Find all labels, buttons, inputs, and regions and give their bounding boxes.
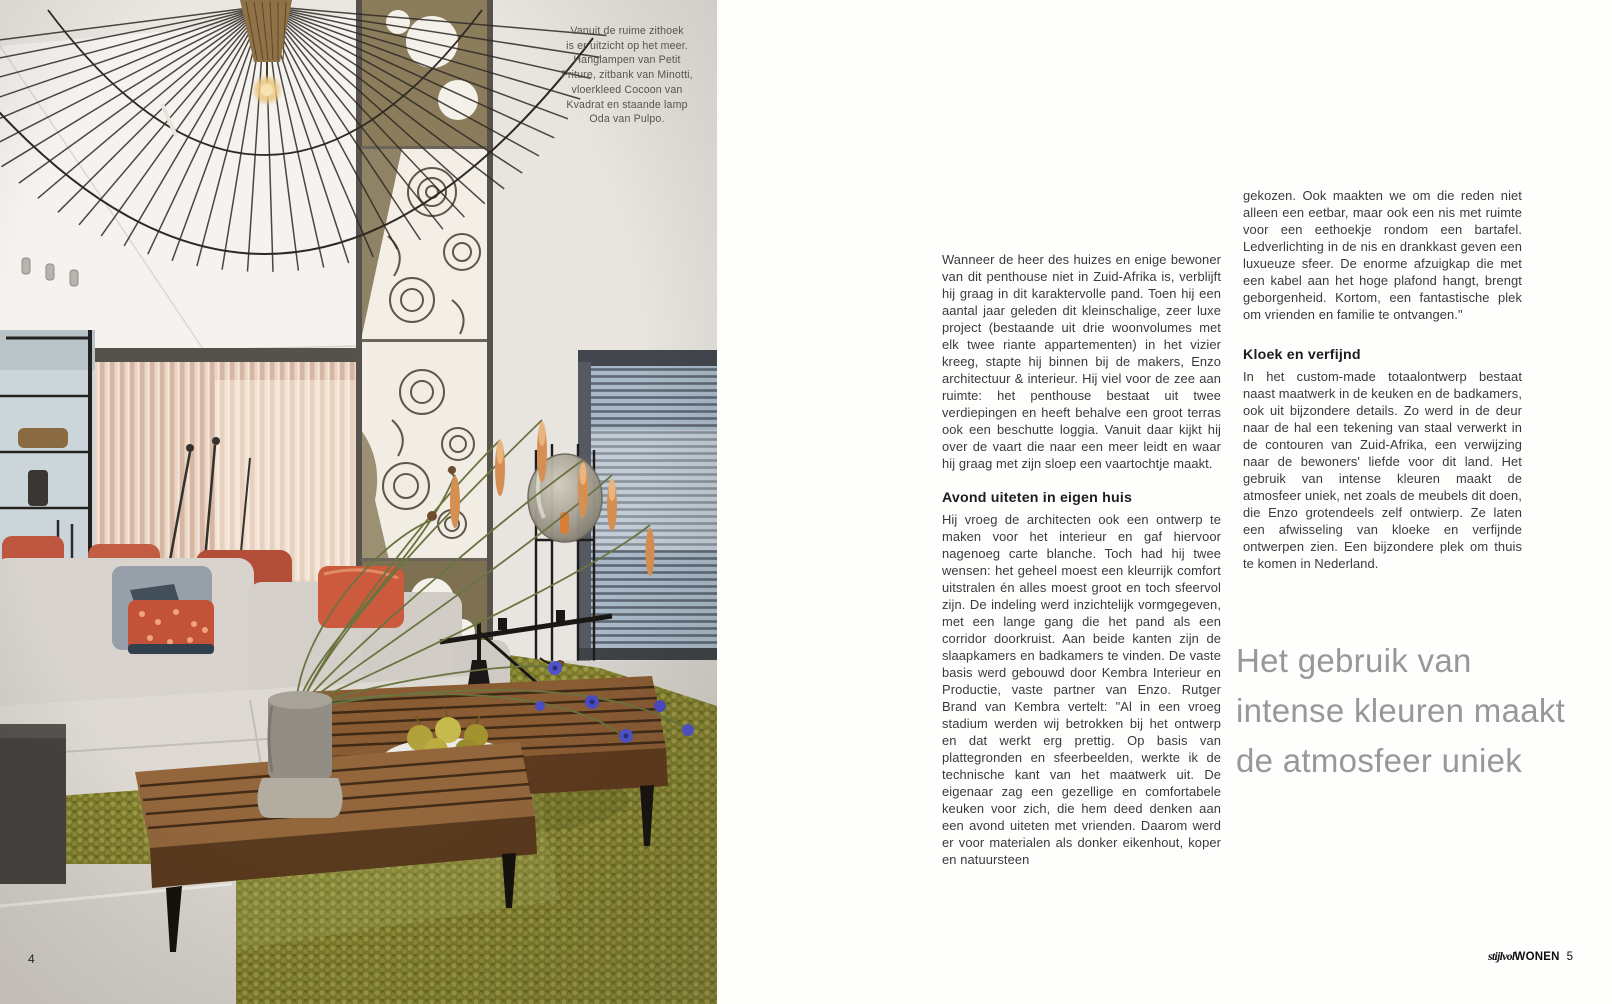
right-page: [717, 0, 1612, 1004]
section-heading-avond-uiteten: Avond uiteten in eigen huis: [942, 490, 1133, 506]
living-room-photo: [0, 0, 717, 1004]
section-paragraph: Hij vroeg de architecten ook een ontwerp te maken voor het interieur en gaf hiervoor nagenoeg carte blanche. Toch had hij twee wensen: het geheel moest een kleurrijk comfort uitstralen én alles moest groot en toch sfeervol zijn. De indeling werd inzichtelijk vormgegeven, met een lange gang die het pand als een corridor doorkruist. Aan beide kanten zijn de slaapkamers en badkamers te vinden. De vaste basis werd gebouwd door Kembra Interieur en Productie, vaste partner van Enzo. Rutger Brand van Kembra vertelt: "Al in een vroeg stadium werden wij betrokken bij het ontwerp en dat werkt erg prettig. Op basis van plattegronden en sfeerbeelden, werkte ik de technische kant van het maatwerk uit. De eigenaar zag een gezellige en comfortabele keuken voor zich, die hem deed denken aan een avond uiteten met vrienden. Daarom werd er voor materialen als donker eikenhout, koper en natuursteen: [942, 512, 1221, 867]
intro-paragraph: Wanneer de heer des huizes en enige bewoner van dit penthouse niet in Zuid-Afrika is, verblijft hij graag in dit karaktervolle pand. Toen hij een aantal jaar geleden dit kleinschalige, zeer luxe project (bestaande uit drie woonvolumes met elk twee riante appartementen) in het vizier kreeg, stapte hij binnen bij de makers, Enzo architectuur & interieur. Hij viel voor de zee aan ruimte: het penthouse bestaat uit twee verdiepingen en heeft behalve een groot terras ook een beschutte loggia. Vanuit daar kijkt hij over de vaart die naar een meer leidt en waar hij graag met zijn sloep een vaartochtje maakt.: [942, 252, 1221, 471]
article-column-2: [1243, 187, 1522, 572]
magazine-logo-script: stijlvol: [1488, 951, 1515, 963]
magazine-logo-caps: WONEN: [1514, 951, 1560, 963]
article-column-1: [942, 251, 1221, 868]
magazine-footer: [1488, 951, 1573, 963]
left-page: [0, 0, 717, 1004]
section-heading-kloek-en-verfijnd: Kloek en verfijnd: [1243, 347, 1361, 363]
photo-vignette: [0, 0, 717, 1004]
caption-line: vloerkleed Cocoon van: [571, 83, 683, 96]
caption-line: Hanglampen van Petit: [573, 54, 681, 67]
pull-quote-line: Het gebruik van: [1236, 642, 1472, 679]
caption-line: Oda van Pulpo.: [589, 113, 665, 126]
caption-line: is er uitzicht op het meer.: [566, 39, 688, 52]
caption-line: Kvadrat en staande lamp: [566, 98, 688, 111]
photo-caption: [545, 24, 709, 127]
pull-quote: [1236, 636, 1606, 786]
right-page-number: 5: [1566, 951, 1574, 963]
pull-quote-line: de atmosfeer uniek: [1236, 742, 1523, 779]
section-paragraph: In het custom-made totaalontwerp bestaat naast maatwerk in de keuken en de badkamers, ook uit bijzondere details. Zo werd in de deur naar de hal een tekening van staal verwerkt in de contouren van Zuid-Afrika, een verwijzing naar de bewoners' liefde voor dit land. Het gebruik van intense kleuren maakt de atmosfeer uniek, net zoals de meubels dit doen, die Enzo grotendeels zelf ontwierp. Ze laten een afwisseling van kloeke en verfijnde ontwerpen zien. Een bijzondere plek om thuis te komen in Nederland.: [1243, 369, 1522, 571]
pull-quote-line: intense kleuren maakt: [1236, 692, 1566, 729]
caption-line: Vanuit de ruime zithoek: [570, 25, 684, 37]
left-page-number: 4: [28, 952, 35, 966]
caption-line: Friture, zitbank van Minotti,: [561, 69, 693, 82]
continued-paragraph: gekozen. Ook maakten we om die reden niet alleen een eetbar, maar ook een nis met ruimte voor een eethoekje rondom een bartafel. Ledverlichting in de nis en drankkast geven een luxueuze sfeer. De enorme afzuigkap die met een kabel aan het hoge plafond hangt, brengt geborgenheid. Kortom, een fantastische plek om vrienden en familie te ontvangen.": [1243, 188, 1522, 322]
